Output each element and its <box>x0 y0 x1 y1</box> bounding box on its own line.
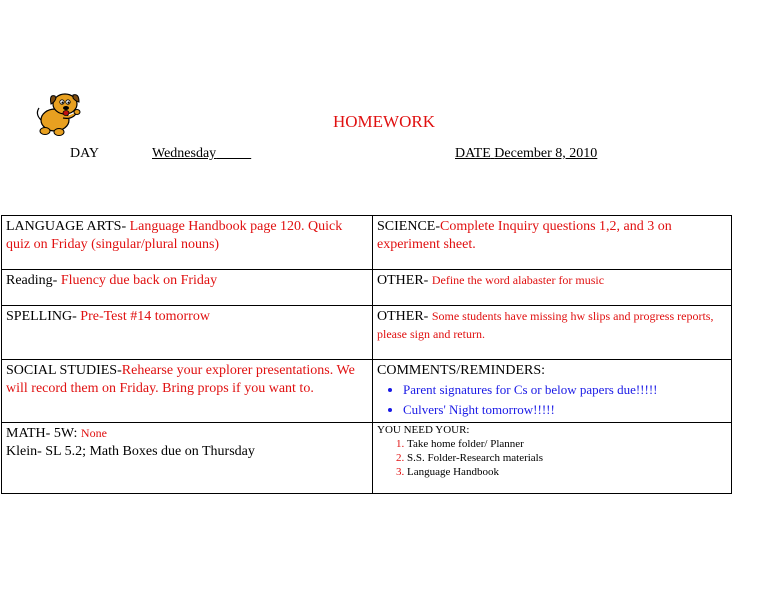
social-studies-cell <box>2 360 373 423</box>
you-need-item: 3. Language Handbook <box>407 465 727 479</box>
math-none: None <box>80 426 107 440</box>
language-arts-label: LANGUAGE ARTS- <box>6 219 127 234</box>
day-label: DAY <box>70 146 100 161</box>
you-need-item: 2. S.S. Folder-Research materials <box>407 451 727 465</box>
spelling-cell <box>2 306 373 360</box>
comments-cell <box>373 360 732 423</box>
you-need-item: 1. Take home folder/ Planner <box>407 437 727 451</box>
you-need-cell <box>373 423 732 494</box>
reminder-item: • Culvers' Night tomorrow!!!!! <box>403 400 727 420</box>
science-text: Complete Inquiry questions 1,2, and 3 on experiment sheet. <box>377 219 672 252</box>
language-arts-text: Language Handbook page 120. Quick quiz on Friday (singular/plural nouns) <box>6 219 343 252</box>
homework-table <box>1 215 732 494</box>
date-value: December 8, 2010 <box>494 146 598 161</box>
reminder-list <box>377 380 727 420</box>
spelling-text: Pre-Test #14 tomorrow <box>76 309 210 324</box>
reading-cell <box>2 270 373 306</box>
science-label: SCIENCE- <box>377 219 440 234</box>
date-label: DATE <box>455 146 491 161</box>
language-arts-cell <box>2 216 373 270</box>
other-label-2: OTHER- <box>377 309 429 324</box>
social-studies-text: Rehearse your explorer presentations. We will record them on Friday. Bring props if you want to. <box>6 363 355 396</box>
spelling-label: SPELLING- <box>6 309 77 324</box>
science-cell <box>373 216 732 270</box>
you-need-label: YOU NEED YOUR: <box>377 424 470 436</box>
date-field <box>455 146 597 162</box>
reading-label: Reading- <box>6 273 58 288</box>
other-label-1: OTHER- <box>377 273 429 288</box>
day-value: Wednesday <box>152 146 217 161</box>
reminder-item: • Parent signatures for Cs or below papers due!!!!! <box>403 380 727 400</box>
page-title: HOMEWORK <box>333 112 435 131</box>
other-text-2: Some students have missing hw slips and progress reports, please sign and return. <box>377 309 714 341</box>
you-need-list <box>377 437 727 479</box>
other-text-1: Define the word alabaster for music <box>431 273 605 287</box>
social-studies-label: SOCIAL STUDIES- <box>6 363 122 378</box>
math-klein-text: Klein- SL 5.2; Math Boxes due on Thursday <box>6 444 255 459</box>
math-cell <box>2 423 373 494</box>
math-label: MATH- 5W: <box>6 426 78 441</box>
other-cell-2 <box>373 306 732 360</box>
other-cell-1 <box>373 270 732 306</box>
reading-text: Fluency due back on Friday <box>57 273 218 288</box>
comments-label: COMMENTS/REMINDERS: <box>377 363 546 378</box>
